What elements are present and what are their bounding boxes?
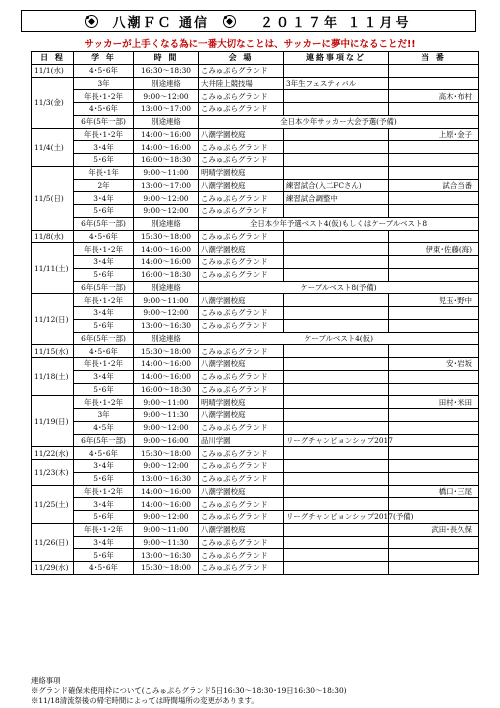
grade-cell: 4･5年 xyxy=(74,421,134,434)
note-cell xyxy=(284,141,389,154)
grade-cell: 4･5･6年 xyxy=(74,103,134,116)
schedule-table xyxy=(31,51,479,575)
duty-cell xyxy=(389,64,479,77)
column-header: 当 番 xyxy=(389,52,479,65)
duty-cell: 児玉･野中 xyxy=(389,294,479,307)
date-cell: 11/8(水) xyxy=(32,230,74,243)
table-row xyxy=(32,370,479,383)
date-cell: 11/4(土) xyxy=(32,128,74,166)
grade-cell: 年長･1年 xyxy=(74,166,134,179)
venue-cell: こみゅぷらグランド xyxy=(199,90,284,103)
duty-cell xyxy=(389,383,479,396)
table-row xyxy=(32,90,479,103)
notes-heading: 連絡事項 xyxy=(31,676,61,685)
grade-cell: 年長･1･2年 xyxy=(74,396,134,409)
venue-cell: 大井陸上競技場 xyxy=(199,77,284,90)
schedule-body xyxy=(32,64,479,574)
table-row xyxy=(32,281,479,294)
column-header: 連絡事項など xyxy=(284,52,389,65)
duty-cell: 上原･金子 xyxy=(389,128,479,141)
table-row xyxy=(32,64,479,77)
duty-cell xyxy=(389,77,479,90)
duty-cell xyxy=(389,472,479,485)
venue-cell: こみゅぷらグランド xyxy=(199,307,284,320)
note-cell xyxy=(284,549,389,562)
time-cell: 13:00～17:00 xyxy=(134,103,199,116)
note-cell: リーグチャンピョンシップ2017 xyxy=(284,434,389,447)
date-cell: 11/15(水) xyxy=(32,345,74,358)
duty-cell: 伊東･佐藤(海) xyxy=(389,243,479,256)
grade-cell: 4･5･6年 xyxy=(74,345,134,358)
venue-cell: こみゅぷらグランド xyxy=(199,460,284,473)
date-cell: 11/18(土) xyxy=(32,358,74,396)
time-cell: 16:00～18:30 xyxy=(134,154,199,167)
time-cell: 9:00～16:00 xyxy=(134,434,199,447)
time-cell: 14:00～16:00 xyxy=(134,141,199,154)
table-row xyxy=(32,562,479,575)
venue-cell: 明晴学園校庭 xyxy=(199,166,284,179)
time-cell: 別途連絡 xyxy=(134,77,199,90)
table-row xyxy=(32,103,479,116)
time-cell: 9:00～12:00 xyxy=(134,421,199,434)
table-row xyxy=(32,268,479,281)
time-cell: 9:00～11:30 xyxy=(134,536,199,549)
venue-cell: こみゅぷらグランド xyxy=(199,472,284,485)
grade-cell: 4･5･6年 xyxy=(74,230,134,243)
table-row xyxy=(32,294,479,307)
duty-cell: 高木･布村 xyxy=(389,90,479,103)
note-cell xyxy=(284,383,389,396)
column-header: 日 程 xyxy=(32,52,74,65)
time-cell: 別途連絡 xyxy=(134,217,199,230)
notes-line: ※グランド確保未使用枠について(こみゅぷらグランド5日16:30～18:30･19日16:30～18:30) xyxy=(31,686,347,695)
duty-cell: 試合当番 xyxy=(389,179,479,192)
grade-cell: 3･4年 xyxy=(74,256,134,269)
grade-cell: 5･6年 xyxy=(74,472,134,485)
time-cell: 別途連絡 xyxy=(134,281,199,294)
newsletter-title: 八潮ＦＣ 通信 xyxy=(112,15,209,31)
time-cell: 14:00～16:00 xyxy=(134,256,199,269)
venue-cell: こみゅぷらグランド xyxy=(199,205,284,218)
venue-cell: こみゅぷらグランド xyxy=(199,498,284,511)
grade-cell: 4･5･6年 xyxy=(74,447,134,460)
table-header-row xyxy=(32,52,479,65)
note-cell xyxy=(284,268,389,281)
grade-cell: 5･6年 xyxy=(74,383,134,396)
note-cell xyxy=(284,128,389,141)
time-cell: 15:30～18:00 xyxy=(134,447,199,460)
duty-cell xyxy=(389,307,479,320)
venue-cell: こみゅぷらグランド xyxy=(199,230,284,243)
grade-cell: 6年(5年一部) xyxy=(74,434,134,447)
event-cell: ケーブルベスト4(仮) xyxy=(199,332,479,345)
time-cell: 9:00～11:00 xyxy=(134,523,199,536)
venue-cell: 八潮学園校庭 xyxy=(199,128,284,141)
time-cell: 13:00～17:00 xyxy=(134,179,199,192)
table-row xyxy=(32,319,479,332)
duty-cell xyxy=(389,562,479,575)
time-cell: 9:00～12:00 xyxy=(134,192,199,205)
venue-cell: 八潮学園校庭 xyxy=(199,485,284,498)
table-row xyxy=(32,396,479,409)
venue-cell: 明晴学園校庭 xyxy=(199,396,284,409)
venue-cell: こみゅぷらグランド xyxy=(199,154,284,167)
grade-cell: 6年(5年一部) xyxy=(74,281,134,294)
venue-cell: 八潮学園校庭 xyxy=(199,523,284,536)
note-cell xyxy=(284,409,389,422)
venue-cell: 八潮学園校庭 xyxy=(199,243,284,256)
note-cell xyxy=(284,294,389,307)
grade-cell: 3年 xyxy=(74,77,134,90)
grade-cell: 4･5･6年 xyxy=(74,64,134,77)
duty-cell xyxy=(389,319,479,332)
venue-cell: こみゅぷらグランド xyxy=(199,421,284,434)
grade-cell: 2年 xyxy=(74,179,134,192)
duty-cell xyxy=(389,460,479,473)
table-row xyxy=(32,447,479,460)
soccer-ball-icon xyxy=(223,15,236,28)
duty-cell xyxy=(389,370,479,383)
note-cell xyxy=(284,523,389,536)
grade-cell: 3･4年 xyxy=(74,460,134,473)
table-row xyxy=(32,536,479,549)
table-row xyxy=(32,434,479,447)
note-cell xyxy=(284,256,389,269)
grade-cell: 4･5･6年 xyxy=(74,562,134,575)
soccer-ball-icon xyxy=(85,15,98,28)
table-row xyxy=(32,358,479,371)
venue-cell: こみゅぷらグランド xyxy=(199,103,284,116)
table-row xyxy=(32,166,479,179)
note-cell xyxy=(284,536,389,549)
grade-cell: 年長･1･2年 xyxy=(74,243,134,256)
duty-cell xyxy=(389,166,479,179)
table-row xyxy=(32,332,479,345)
note-cell xyxy=(284,90,389,103)
note-cell xyxy=(284,154,389,167)
table-row xyxy=(32,345,479,358)
grade-cell: 年長･1･2年 xyxy=(74,90,134,103)
note-cell xyxy=(284,498,389,511)
duty-cell xyxy=(389,345,479,358)
table-row xyxy=(32,383,479,396)
note-cell xyxy=(284,345,389,358)
note-cell: 練習試合(入二FCさん) xyxy=(284,179,389,192)
table-row xyxy=(32,523,479,536)
table-row xyxy=(32,421,479,434)
duty-cell xyxy=(389,103,479,116)
grade-cell: 年長･1･2年 xyxy=(74,358,134,371)
duty-cell xyxy=(389,549,479,562)
date-cell: 11/11(土) xyxy=(32,243,74,294)
grade-cell: 3･4年 xyxy=(74,307,134,320)
time-cell: 15:30～18:00 xyxy=(134,230,199,243)
time-cell: 14:00～16:00 xyxy=(134,498,199,511)
date-cell: 11/1(水) xyxy=(32,64,74,77)
grade-cell: 6年(5年一部) xyxy=(74,115,134,128)
grade-cell: 年長･1･2年 xyxy=(74,294,134,307)
table-row xyxy=(32,243,479,256)
date-cell: 11/23(木) xyxy=(32,460,74,486)
table-row xyxy=(32,409,479,422)
venue-cell: こみゅぷらグランド xyxy=(199,511,284,524)
date-cell: 11/12(日) xyxy=(32,294,74,345)
duty-cell: 田村･米田 xyxy=(389,396,479,409)
venue-cell: こみゅぷらグランド xyxy=(199,549,284,562)
duty-cell xyxy=(389,230,479,243)
time-cell: 9:00～11:30 xyxy=(134,409,199,422)
note-cell xyxy=(284,243,389,256)
table-row xyxy=(32,205,479,218)
note-cell: リーグチャンピョンシップ2017(予備) xyxy=(284,511,389,524)
grade-cell: 年長･1･2年 xyxy=(74,128,134,141)
duty-cell xyxy=(389,141,479,154)
grade-cell: 5･6年 xyxy=(74,154,134,167)
notes-section xyxy=(31,676,347,706)
duty-cell xyxy=(389,154,479,167)
grade-cell: 年長･1･2年 xyxy=(74,523,134,536)
time-cell: 9:00～12:00 xyxy=(134,460,199,473)
note-cell xyxy=(284,103,389,116)
venue-cell: こみゅぷらグランド xyxy=(199,319,284,332)
date-cell: 11/3(金) xyxy=(32,77,74,128)
time-cell: 16:00～18:30 xyxy=(134,383,199,396)
grade-cell: 3･4年 xyxy=(74,536,134,549)
table-row xyxy=(32,230,479,243)
newsletter-issue: ２０１７年 １１月号 xyxy=(260,15,412,31)
table-row xyxy=(32,217,479,230)
venue-cell: こみゅぷらグランド xyxy=(199,345,284,358)
note-cell xyxy=(284,472,389,485)
time-cell: 15:30～18:00 xyxy=(134,562,199,575)
time-cell: 9:00～11:00 xyxy=(134,166,199,179)
table-row xyxy=(32,307,479,320)
event-cell: 全日本少年予選ベスト4(仮)もしくはケーブルベスト8 xyxy=(199,217,479,230)
grade-cell: 3･4年 xyxy=(74,141,134,154)
note-cell xyxy=(284,358,389,371)
time-cell: 9:00～11:00 xyxy=(134,396,199,409)
duty-cell xyxy=(389,434,479,447)
grade-cell: 3･4年 xyxy=(74,498,134,511)
note-cell xyxy=(284,485,389,498)
duty-cell xyxy=(389,205,479,218)
time-cell: 14:00～16:00 xyxy=(134,128,199,141)
time-cell: 9:00～11:00 xyxy=(134,294,199,307)
newsletter-header xyxy=(21,10,476,32)
note-cell xyxy=(284,421,389,434)
grade-cell: 5･6年 xyxy=(74,511,134,524)
time-cell: 16:30～18:30 xyxy=(134,64,199,77)
grade-cell: 3･4年 xyxy=(74,192,134,205)
note-cell xyxy=(284,562,389,575)
date-cell: 11/26(日) xyxy=(32,523,74,561)
time-cell: 16:00～18:30 xyxy=(134,268,199,281)
duty-cell xyxy=(389,498,479,511)
date-cell: 11/22(水) xyxy=(32,447,74,460)
table-row xyxy=(32,460,479,473)
date-cell: 11/5(日) xyxy=(32,166,74,230)
note-cell xyxy=(284,396,389,409)
table-row xyxy=(32,141,479,154)
duty-cell xyxy=(389,409,479,422)
duty-cell xyxy=(389,256,479,269)
notes-line: ※11/18清流祭後の帰宅時間によっては時間場所の変更があります。 xyxy=(31,696,259,705)
venue-cell: こみゅぷらグランド xyxy=(199,192,284,205)
note-cell xyxy=(284,447,389,460)
grade-cell: 3･4年 xyxy=(74,370,134,383)
event-cell: ケーブルベスト8(予備) xyxy=(199,281,479,294)
note-cell xyxy=(284,319,389,332)
time-cell: 13:00～16:30 xyxy=(134,319,199,332)
time-cell: 別途連絡 xyxy=(134,115,199,128)
venue-cell: 八潮学園校庭 xyxy=(199,409,284,422)
time-cell: 14:00～16:00 xyxy=(134,358,199,371)
grade-cell: 3年 xyxy=(74,409,134,422)
venue-cell: こみゅぷらグランド xyxy=(199,536,284,549)
table-row xyxy=(32,485,479,498)
venue-cell: こみゅぷらグランド xyxy=(199,383,284,396)
column-header: 時 間 xyxy=(134,52,199,65)
venue-cell: こみゅぷらグランド xyxy=(199,256,284,269)
table-row xyxy=(32,511,479,524)
note-cell xyxy=(284,307,389,320)
grade-cell: 5･6年 xyxy=(74,549,134,562)
column-header: 会 場 xyxy=(199,52,284,65)
note-cell xyxy=(284,205,389,218)
table-row xyxy=(32,179,479,192)
table-row xyxy=(32,472,479,485)
duty-cell: 橋口･三尾 xyxy=(389,485,479,498)
table-row xyxy=(32,498,479,511)
note-cell: 3年生フェスティバル xyxy=(284,77,389,90)
table-row xyxy=(32,77,479,90)
venue-cell: 八潮学園校庭 xyxy=(199,179,284,192)
duty-cell xyxy=(389,421,479,434)
grade-cell: 6年(5年一部) xyxy=(74,217,134,230)
grade-cell: 5･6年 xyxy=(74,205,134,218)
slogan: サッカーが上手くなる為に一番大切なことは、サッカーに夢中になることだ!! xyxy=(84,39,416,50)
date-cell: 11/19(日) xyxy=(32,396,74,447)
duty-cell xyxy=(389,536,479,549)
date-cell: 11/25(土) xyxy=(32,485,74,523)
note-cell xyxy=(284,230,389,243)
time-cell: 別途連絡 xyxy=(134,332,199,345)
venue-cell: 八潮学園校庭 xyxy=(199,358,284,371)
time-cell: 15:30～18:00 xyxy=(134,345,199,358)
table-row xyxy=(32,128,479,141)
venue-cell: 八潮学園校庭 xyxy=(199,294,284,307)
time-cell: 14:00～16:00 xyxy=(134,485,199,498)
venue-cell: こみゅぷらグランド xyxy=(199,562,284,575)
time-cell: 14:00～16:00 xyxy=(134,243,199,256)
grade-cell: 年長･1･2年 xyxy=(74,485,134,498)
note-cell xyxy=(284,370,389,383)
table-row xyxy=(32,256,479,269)
column-header: 学 年 xyxy=(74,52,134,65)
grade-cell: 5･6年 xyxy=(74,268,134,281)
venue-cell: こみゅぷらグランド xyxy=(199,447,284,460)
event-cell: 全日本少年サッカー大会予選(予備) xyxy=(199,115,479,128)
time-cell: 9:00～12:00 xyxy=(134,90,199,103)
duty-cell xyxy=(389,447,479,460)
venue-cell: こみゅぷらグランド xyxy=(199,141,284,154)
table-row xyxy=(32,154,479,167)
time-cell: 9:00～12:00 xyxy=(134,511,199,524)
table-row xyxy=(32,549,479,562)
time-cell: 9:00～12:00 xyxy=(134,205,199,218)
table-row xyxy=(32,115,479,128)
grade-cell: 6年(5年一部) xyxy=(74,332,134,345)
time-cell: 13:00～16:30 xyxy=(134,472,199,485)
duty-cell: 安･岩坂 xyxy=(389,358,479,371)
time-cell: 9:00～12:00 xyxy=(134,307,199,320)
time-cell: 13:00～16:30 xyxy=(134,549,199,562)
venue-cell: こみゅぷらグランド xyxy=(199,370,284,383)
grade-cell: 5･6年 xyxy=(74,319,134,332)
date-cell: 11/29(水) xyxy=(32,562,74,575)
venue-cell: 品川学園 xyxy=(199,434,284,447)
venue-cell: こみゅぷらグランド xyxy=(199,268,284,281)
duty-cell xyxy=(389,268,479,281)
duty-cell xyxy=(389,192,479,205)
note-cell xyxy=(284,64,389,77)
note-cell xyxy=(284,166,389,179)
note-cell: 練習試合調整中 xyxy=(284,192,389,205)
venue-cell: こみゅぷらグランド xyxy=(199,64,284,77)
table-row xyxy=(32,192,479,205)
time-cell: 14:00～16:00 xyxy=(134,370,199,383)
note-cell xyxy=(284,460,389,473)
duty-cell: 武田･長久保 xyxy=(389,523,479,536)
